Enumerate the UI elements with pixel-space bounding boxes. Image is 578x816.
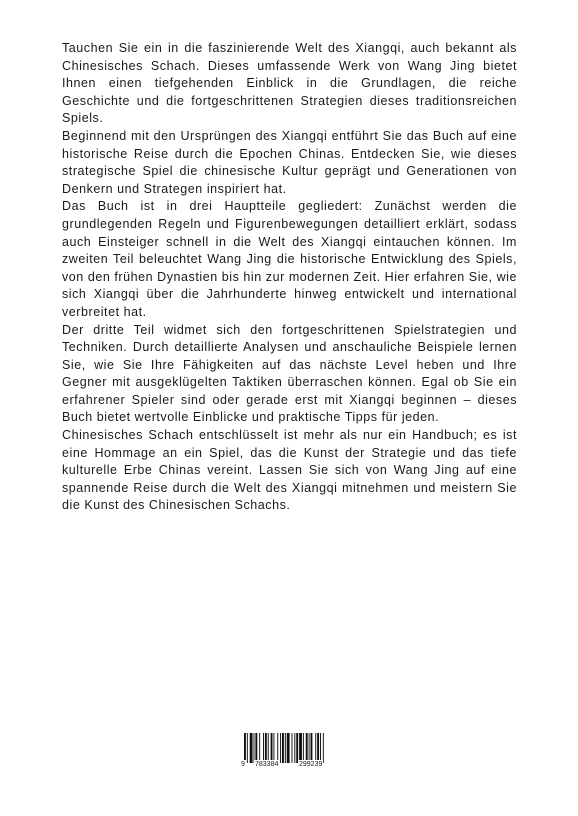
barcode-digit-lead: 9 <box>241 761 245 768</box>
paragraph-3: Das Buch ist in drei Hauptteile gegliedert: Zunächst werden die grundlegenden Regeln und Figurenbewegungen detailliert erklärt, sodass auch Einsteiger schnell in die Welt des Xiangqi eintauchen können. Im zweiten Teil beleuchtet Wang Jing die historische Entwicklung des Spiels, von den frühen Dynastien bis hin zur modernen Zeit. Hier erfahren Sie, wie sich Xiangqi über die Jahrhunderte hinweg entwickelt und international verbreitet hat. <box>62 199 517 319</box>
barcode-bar <box>265 733 267 763</box>
barcode-bar <box>282 733 284 763</box>
barcode-bar <box>292 733 293 763</box>
paragraph-5: Chinesisches Schach entschlüsselt ist mehr als nur ein Handbuch; es ist eine Hommage an ein Spiel, das die Kunst der Strategie und das tiefe kulturelle Erbe Chinas vereint. Lassen Sie sich von Wang Jing auf eine spannende Reise durch die Welt des Xiangqi mitnehmen und meistern Sie die Kunst des Chinesischen Schachs. <box>62 428 517 513</box>
barcode-bar <box>277 733 278 763</box>
barcode-bar <box>285 733 286 763</box>
barcode-bar <box>323 733 324 763</box>
barcode-bar <box>247 733 248 763</box>
barcode-bar <box>250 733 253 763</box>
barcode-bar <box>271 733 273 763</box>
barcode-bar <box>299 733 302 763</box>
barcode-digits <box>240 760 340 771</box>
barcode-bar <box>268 733 269 763</box>
barcode-bar <box>317 733 319 763</box>
barcode-bar <box>273 733 274 763</box>
barcode-digits-right: 299239 <box>299 761 323 768</box>
barcode-bar <box>259 733 260 763</box>
barcode-bar <box>244 733 246 763</box>
barcode-bar <box>311 733 313 763</box>
paragraph-1: Tauchen Sie ein in die faszinierende Welt des Xiangqi, auch bekannt als Chinesisches Schach. Dieses umfassende Werk von Wang Jing bietet Ihnen einen tiefgehenden Einblick in die Grundlagen, die reiche Geschichte und die fortgeschrittenen Strategien dieses traditionsreichen Spiels. <box>62 41 517 126</box>
paragraph-2: Beginnend mit den Ursprüngen des Xiangqi entführt Sie das Buch auf eine historische Reise durch die Epochen Chinas. Entdecken Sie, wie dieses strategische Spiel die chinesische Kultur geprägt und Generationen von Denkern und Strategen inspiriert hat. <box>62 128 517 196</box>
isbn-barcode <box>240 733 340 771</box>
barcode-bar <box>309 733 310 763</box>
barcode-bar <box>303 733 304 763</box>
blurb-text <box>62 40 517 515</box>
barcode-bar <box>294 733 295 763</box>
barcode-bar <box>315 733 316 763</box>
barcode-bars-icon <box>240 733 340 763</box>
barcode-bar <box>296 733 298 763</box>
barcode-digits-left: 783384 <box>255 761 279 768</box>
barcode-bar <box>280 733 281 763</box>
barcode-bar <box>306 733 308 763</box>
barcode-bar <box>254 733 255 763</box>
barcode-bar <box>263 733 264 763</box>
barcode-bar <box>287 733 290 763</box>
paragraph-4: Der dritte Teil widmet sich den fortgeschrittenen Spielstrategien und Techniken. Durch detaillierte Analysen und anschauliche Beispiele lernen Sie, wie Sie Ihre Fähigkeiten auf das nächste Level heben und Ihre Gegner mit ausgeklügelten Taktiken überraschen können. Egal ob Sie ein erfahrener Spieler sind oder gerade erst mit Xiangqi beginnen – dieses Buch bietet wertvolle Einblicke und praktische Tipps für jeden. <box>62 322 517 425</box>
barcode-bar <box>320 733 321 763</box>
barcode-bar <box>255 733 257 763</box>
